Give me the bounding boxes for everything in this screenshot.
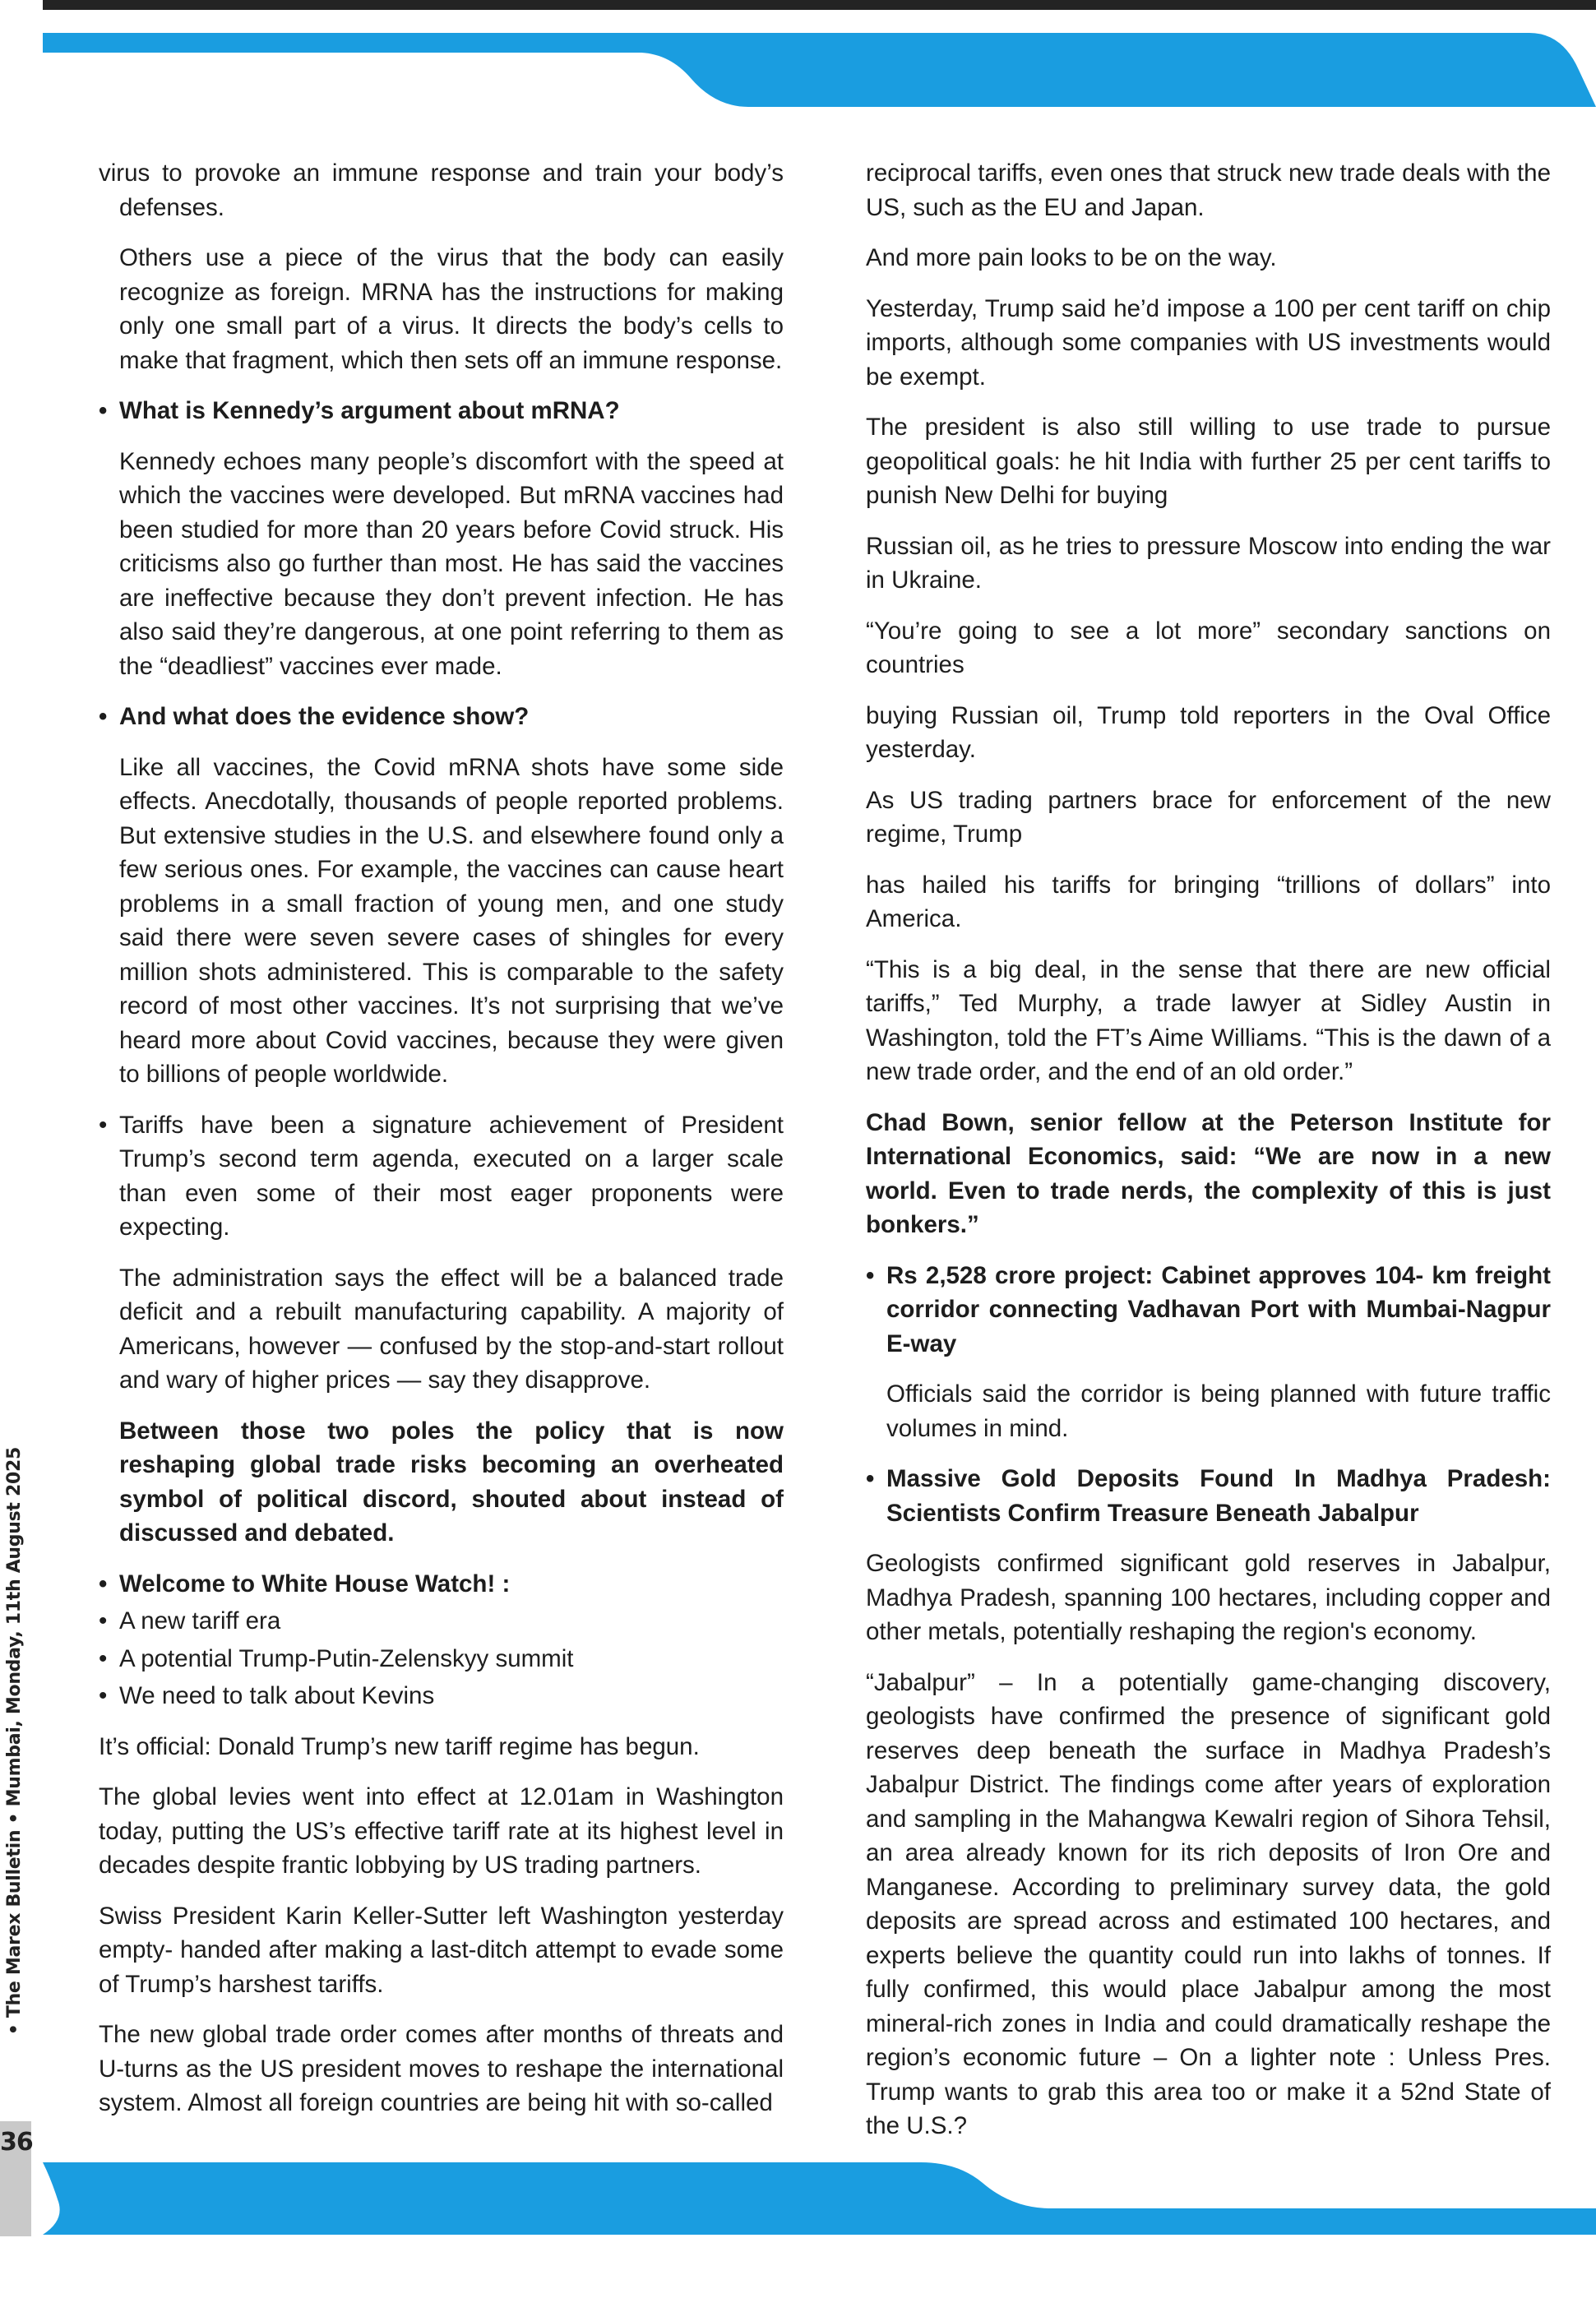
paragraph: The president is also still willing to use trade to pursue geopolitical goals: he hit India with further 25 per cent tariffs to punish New Delhi for buying [866, 414, 1551, 509]
left-column [99, 156, 784, 2137]
bullet-heading-text: And what does the evidence show? [119, 703, 530, 730]
paragraph: The administration says the effect will be a balanced trade deficit and a rebuilt manufacturing capability. A majority of Americans, however — confused by the stop-and-start rollout and wary of higher prices — say they disapprove. [119, 1264, 784, 1394]
list-item [99, 1679, 784, 1713]
list-item [99, 1604, 784, 1639]
header-banner-swoosh [43, 33, 1596, 107]
paragraph: has hailed his tariffs for bringing “trillions of dollars” into America. [866, 871, 1551, 932]
paragraph: The new global trade order comes after months of threats and U-turns as the US president moves to reshape the international system. Almost all foreign countries are being hit with so-called [99, 2021, 784, 2116]
bullet-heading-text: What is Kennedy’s argument about mRNA? [119, 397, 620, 424]
paragraph: Kennedy echoes many people’s discomfort with the speed at which the vaccines were developed. But mRNA vaccines had been studied for more than 20 years before Covid struck. His criticisms also go further than most. He has said the vaccines are ineffective because they don’t prevent infection. He has also said they’re dangerous, at one point referring to them as the “deadliest” vaccines ever made. [119, 447, 784, 680]
paragraph: The global levies went into effect at 12.01am in Washington today, putting the US’s effective tariff rate at its highest level in decades despite frantic lobbying by US trading partners. [99, 1783, 784, 1879]
bullet-heading [99, 394, 784, 428]
paragraph: It’s official: Donald Trump’s new tariff regime has begun. [99, 1732, 700, 1760]
bold-paragraph: Between those two poles the policy that is now reshaping global trade risks becoming an overheated symbol of political discord, shouted about instead of discussed and debated. [119, 1417, 784, 1547]
bullet-icon: • [99, 703, 108, 730]
bullet-heading [99, 700, 784, 734]
paragraph: Like all vaccines, the Covid mRNA shots have some side effects. Anecdotally, thousands of people reported problems. But extensive studies in the U.S. and elsewhere found only a few serious ones. For example, the vaccines can cause heart problems in a small fraction of young men, and one study said there were seven severe cases of shingles for every million shots administered. This is comparable to the safety record of most other vaccines. It’s not surprising that we’ve heard more about Covid vaccines, because they were given to billions of people worldwide. [119, 753, 784, 1088]
bullet-icon: • [99, 1607, 108, 1634]
publication-side-text: • The Marex Bulletin • Mumbai, Monday, 11th August 2025 [4, 1447, 25, 2036]
paragraph: “Jabalpur” – In a potentially game-changing discovery, geologists have confirmed the presence of significant gold reserves deep beneath the surface in Madhya Pradesh’s Jabalpur District. The findings come after years of exploration and sampling in the Mahangwa Kewalri region of Sihora Tehsil, an area already known for its rich deposits of Iron Ore and Manganese. According to preliminary survey data, the gold deposits are spread across and estimated 100 hectares, and experts believe the quantity could run into lakhs of tonnes. If fully confirmed, this would place Jabalpur among the most mineral-rich zones in India and could dramatically reshape the region’s economic future – On a lighter note : Unless Pres. Trump wants to grab this area too or make it a 52nd State of the U.S.? [866, 1668, 1551, 2139]
footer-blue-banner [0, 2154, 1596, 2245]
bullet-icon: • [99, 397, 108, 424]
paragraph: reciprocal tariffs, even ones that struck new trade deals with the US, such as the EU and Japan. [866, 160, 1551, 221]
right-column [866, 156, 1551, 2160]
bold-paragraph: Chad Bown, senior fellow at the Peterson Institute for International Economics, said: “We are now in a new world. Even to trade nerds, the complexity of this is just bonkers.” [866, 1108, 1551, 1238]
paragraph: buying Russian oil, Trump told reporters in the Oval Office yesterday. [866, 701, 1551, 763]
list-item [99, 1642, 784, 1676]
paragraph: virus to provoke an immune response and train your body’s defenses. [99, 160, 784, 221]
paragraph: And more pain looks to be on the way. [866, 244, 1277, 271]
bullet-heading [866, 1462, 1551, 1530]
paragraph: Geologists confirmed significant gold reserves in Jabalpur, Madhya Pradesh, spanning 100 hectares, including copper and other metals, potentially reshaping the region's economy. [866, 1550, 1551, 1645]
page-number: 36 [0, 2128, 33, 2157]
bullet-icon: • [866, 1465, 875, 1492]
paragraph: “This is a big deal, in the sense that there are new official tariffs,” Ted Murphy, a trade lawyer at Sidley Austin in Washington, told the FT’s Aime Williams. “This is the dawn of a new trade order, and the end of an old order.” [866, 955, 1551, 1085]
bullet-paragraph [99, 1108, 784, 1245]
paragraph: As US trading partners brace for enforcement of the new regime, Trump [866, 786, 1551, 848]
paragraph: Russian oil, as he tries to pressure Moscow into ending the war in Ukraine. [866, 532, 1551, 594]
header-blue-banner [0, 0, 1596, 115]
bullet-heading [866, 1259, 1551, 1362]
list-item-text: We need to talk about Kevins [119, 1682, 435, 1709]
paragraph: Others use a piece of the virus that the body can easily recognize as foreign. MRNA has the instructions for making only one small part of a virus. It directs the body’s cells to make that fragment, which then sets off an immune response. [119, 244, 784, 374]
bullet-heading-text: Welcome to White House Watch! : [119, 1570, 511, 1598]
bullet-paragraph-text: Tariffs have been a signature achievement of President Trump’s second term agenda, executed on a larger scale than even some of their most eager proponents were expecting. [119, 1111, 784, 1241]
bullet-icon: • [99, 1682, 108, 1709]
bullet-icon: • [99, 1570, 108, 1598]
footer-banner-swoosh [43, 2162, 1596, 2235]
bullet-icon: • [866, 1261, 875, 1289]
paragraph: Swiss President Karin Keller-Sutter left Washington yesterday empty- handed after making a last-ditch attempt to evade some of Trump’s harshest tariffs. [99, 1902, 784, 1998]
bullet-heading [99, 1567, 784, 1602]
list-item-text: A new tariff era [119, 1607, 281, 1634]
list-item-text: A potential Trump-Putin-Zelenskyy summit [119, 1644, 574, 1672]
bullet-icon: • [99, 1644, 108, 1672]
bullet-icon: • [99, 1111, 108, 1139]
paragraph: Yesterday, Trump said he’d impose a 100 per cent tariff on chip imports, although some companies with US investments would be exempt. [866, 294, 1551, 391]
bullet-heading-text: Massive Gold Deposits Found In Madhya Pradesh: Scientists Confirm Treasure Beneath Jabalpur [886, 1465, 1551, 1527]
paragraph: Officials said the corridor is being planned with future traffic volumes in mind. [886, 1380, 1551, 1442]
bullet-heading-text: Rs 2,528 crore project: Cabinet approves 104- km freight corridor connecting Vadhavan Port with Mumbai-Nagpur E-way [886, 1261, 1551, 1357]
paragraph: “You’re going to see a lot more” secondary sanctions on countries [866, 617, 1551, 678]
